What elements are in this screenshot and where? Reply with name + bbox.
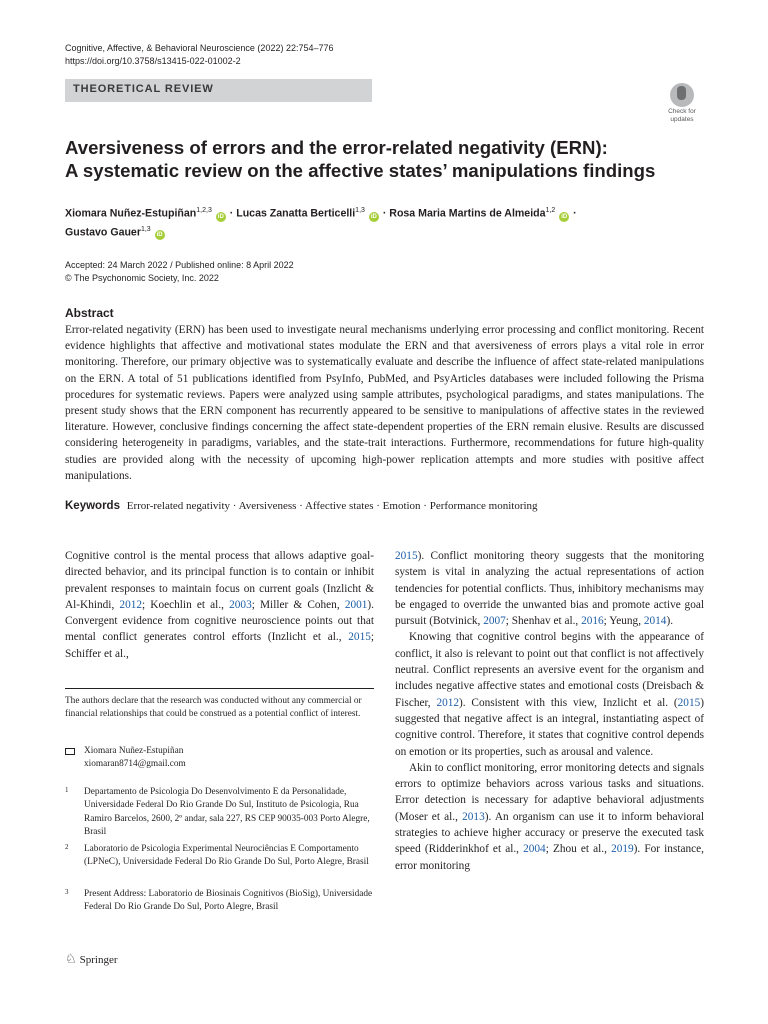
author-separator: ·	[229, 207, 234, 220]
text-run: ; Schiffer et al.,	[65, 631, 374, 660]
text-run: ) suggested that negative affect is an integral, instantiating aspect of cognitive control. Therefore, it states that cognitive control depends on emotion or its properties, such as arousal and valence.	[395, 696, 704, 758]
accepted-published-dates: Accepted: 24 March 2022 / Published online: 8 April 2022	[65, 260, 294, 270]
check-for-updates-badge[interactable]	[660, 83, 704, 123]
author-affiliation-marks: 1,2	[545, 207, 556, 214]
crossmark-label-1: Check for	[668, 108, 696, 115]
author-affiliation-marks: 1,3	[140, 225, 151, 233]
citation-link[interactable]: 2012	[119, 598, 143, 611]
correspondence	[65, 745, 374, 771]
text-run: ; Miller & Cohen,	[251, 598, 345, 611]
publisher-logo[interactable]	[65, 952, 118, 967]
citation-link[interactable]: 2001	[344, 598, 368, 611]
text-run: Cognitive control is the mental process that allows adaptive goal-directed behavior, and its principal function is to contain or inhibit prevalent responses to maintain focus on current goals (Inzlicht & Al-Khindi,	[65, 550, 374, 611]
affiliation-number: 1	[65, 786, 69, 794]
footnote-divider	[65, 688, 374, 689]
author-name[interactable]: Rosa Maria Martins de Almeida	[389, 207, 546, 220]
text-run: ). An organism can use it to inform behavioral strategies to achieve higher accuracy or preserve the executed task speed (Ridderinkhof et al.,	[395, 810, 704, 856]
text-run: ; Zhou et al.,	[545, 843, 612, 856]
author-name[interactable]: Xiomara Nuñez-Estupiñan	[65, 207, 197, 220]
text-run: ; Yeung,	[603, 615, 644, 628]
body-paragraph	[395, 629, 704, 759]
affiliation	[65, 843, 374, 870]
corresponding-author-email[interactable]: xiomaran8714@gmail.com	[84, 759, 186, 769]
citation-link[interactable]: 2015	[348, 631, 371, 644]
article-title	[65, 136, 705, 182]
keywords	[65, 500, 704, 512]
citation-link[interactable]: 2019	[611, 843, 634, 856]
affiliation-text: Present Address: Laboratorio de Biosinais Cognitivos (BioSig), Universidade Federal Do Rio Grande Do Sul, Porto Alegre, Brasil	[84, 889, 373, 913]
publisher-name: Springer	[79, 954, 118, 966]
abstract-heading: Abstract	[65, 306, 114, 320]
orcid-icon[interactable]: iD	[561, 213, 568, 220]
text-run: ). Consistent with this view, Inzlicht et al. (	[459, 696, 678, 709]
copyright-notice: © The Psychonomic Society, Inc. 2022	[65, 273, 219, 283]
crossmark-icon	[670, 83, 694, 107]
section-label: THEORETICAL REVIEW	[73, 83, 214, 95]
body-paragraph	[65, 548, 374, 662]
affiliation-number: 3	[65, 888, 69, 896]
text-run: ).	[666, 615, 674, 628]
text-run: ). Convergent evidence from cognitive neuroscience points out that mental conflict generates control efforts (Inzlicht et al.,	[65, 598, 374, 644]
citation-link[interactable]: 2015	[395, 550, 418, 562]
author-list	[65, 203, 705, 240]
author-affiliation-marks: 1,2,3	[196, 207, 212, 214]
affiliation-number: 2	[65, 843, 69, 851]
corresponding-author-name: Xiomara Nuñez-Estupiñan	[84, 746, 184, 756]
author-affiliation-marks: 1,3	[355, 207, 365, 214]
keywords-list: Error-related negativity · Aversiveness · Affective states · Emotion · Performance monitoring	[126, 500, 538, 512]
affiliation-text: Departamento de Psicologia Do Desenvolvimento E da Personalidade, Universidade Federal Do Rio Grande Do Sul, Instituto de Psicologia, Rua Ramiro Barcelos, 2600, 2º andar, sala 227, RS CEP 90035-003 Porto Alegre, Brasil	[84, 787, 370, 837]
abstract-text: Error-related negativity (ERN) has been used to investigate neural mechanisms underlying error processing and conflict monitoring. Recent evidence highlights that affective and motivational states modulate the ERN and that aversiveness of errors plays a vital role in error monitoring. Therefore, our primary objective was to systematically evaluate and describe the influence of affect state-related manipulations on the ERN. A total of 51 publications identified from PsyInfo, PubMed, and PsyArticles databases were included following the Prisma procedures for systematic reviews. Papers were analyzed using sample attributes, psychological paradigms, and states manipulations. The present study shows that the ERN component has recurrently appeared to be sensitive to manipulations of affective states in the reviewed literature. However, conclusive findings concerning the affect state-dependent properties of the ERN remain elusive. Results are discussed considering heterogeneity in paradigms, variables, and the state-trait interactions. Furthermore, recommendations for future high-quality studies are provided along with the necessity of upcoming high-power replication attempts and more studies with positive affect manipulations.	[65, 324, 704, 482]
text-run: ). For instance, error monitoring	[395, 843, 704, 872]
affiliation	[65, 888, 374, 915]
body-paragraph	[395, 548, 704, 629]
text-run: Knowing that cognitive control begins with the appearance of conflict, it also is relevant to point out that conflict is not affectively neutral. Conflict represents an aversive event for the organism and includes negative affective states and emotional costs (Dreisbach & Fischer,	[395, 631, 704, 709]
springer-horse-icon: ♘	[65, 952, 77, 967]
envelope-icon	[65, 748, 75, 755]
citation-link[interactable]: 2013	[462, 810, 485, 823]
crossmark-label-2: updates	[670, 116, 694, 123]
orcid-icon[interactable]: iD	[217, 213, 224, 220]
affiliation	[65, 786, 374, 839]
section-banner	[65, 79, 372, 102]
orcid-icon[interactable]: iD	[370, 213, 377, 220]
text-run: Akin to conflict monitoring, error monitoring detects and signals errors to optimize behaviors across various tasks and situations. Error detection is necessary for adaptive behavioral adjustments (Moser et al.,	[395, 761, 704, 823]
journal-citation: Cognitive, Affective, & Behavioral Neuroscience (2022) 22:754–776	[65, 43, 334, 53]
citation-link[interactable]: 2007	[483, 615, 506, 628]
keywords-heading: Keywords	[65, 500, 120, 512]
journal-header	[65, 42, 334, 68]
doi-link[interactable]: https://doi.org/10.3758/s13415-022-01002-2	[65, 56, 241, 66]
title-line-2: A systematic review on the affective states’ manipulations findings	[65, 160, 656, 181]
citation-link[interactable]: 2014	[643, 615, 667, 628]
author-name[interactable]: Gustavo Gauer	[65, 226, 141, 239]
conflict-of-interest-note: The authors declare that the research was conducted without any commercial or financial relationships that could be construed as a potential conflict of interest.	[65, 696, 362, 719]
publication-dates	[65, 259, 294, 285]
citation-link[interactable]: 2012	[436, 696, 460, 709]
body-column-right	[395, 548, 704, 874]
text-run: ). Conflict monitoring theory suggests that the monitoring system is vital in analyzing the actual representations of action tendencies for potential conflicts. Thus, inhibitory mechanisms may be engaged to override the unwanted bias and promote active goal pursuit (Botvinick,	[395, 550, 704, 628]
orcid-icon[interactable]: iD	[156, 232, 163, 239]
author-separator: ·	[573, 207, 577, 220]
author-name[interactable]: Lucas Zanatta Berticelli	[236, 207, 356, 220]
citation-link[interactable]: 2015	[677, 696, 701, 709]
text-run: ; Shenhav et al.,	[505, 615, 582, 628]
body-column-left	[65, 548, 374, 662]
citation-link[interactable]: 2004	[523, 843, 546, 856]
citation-link[interactable]: 2016	[581, 615, 604, 628]
title-line-1: Aversiveness of errors and the error-related negativity (ERN):	[65, 137, 608, 158]
citation-link[interactable]: 2003	[229, 598, 252, 611]
author-separator: ·	[382, 207, 387, 220]
affiliation-text: Laboratorio de Psicologia Experimental Neurociências E Comportamento (LPNeC), Universidade Federal Do Rio Grande Do Sul, Porto Alegre, Brasil	[84, 844, 369, 868]
body-paragraph	[395, 760, 704, 874]
text-run: ; Koechlin et al.,	[142, 598, 230, 611]
